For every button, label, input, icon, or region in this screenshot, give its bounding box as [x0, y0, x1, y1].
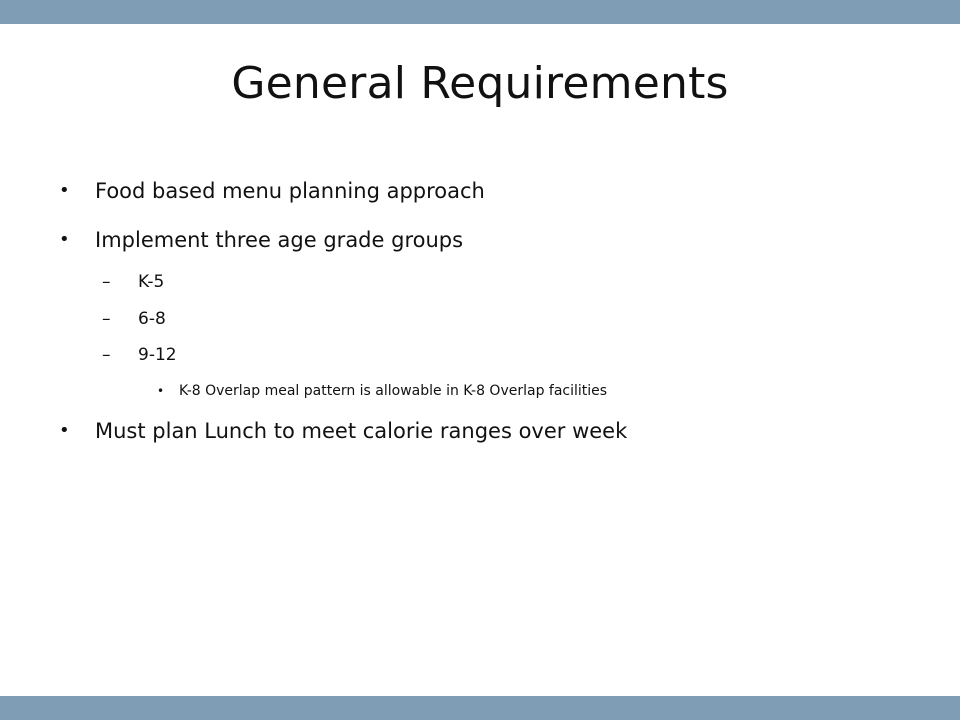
bullet-text: Food based menu planning approach	[95, 179, 485, 203]
sub-bullet-text: 6-8	[138, 309, 166, 329]
dash-icon: –	[102, 272, 111, 292]
dash-icon: –	[102, 309, 111, 329]
bullet-dot-icon: •	[157, 384, 165, 398]
bullet-text: Implement three age grade groups	[95, 228, 464, 252]
bottom-accent-band	[0, 696, 960, 720]
sub-bullet-text: 9-12	[138, 345, 177, 365]
sub-sub-bullet-text: K-8 Overlap meal pattern is allowable in K-8 Overlap facilities	[179, 383, 608, 399]
sub-bullet-text: K-5	[138, 272, 165, 292]
sub-bullet-item	[102, 309, 166, 329]
bullet-text: Must plan Lunch to meet calorie ranges over week	[95, 419, 628, 443]
sub-bullet-item	[102, 345, 177, 365]
bullet-item	[59, 228, 464, 252]
bullet-dot-icon: •	[59, 420, 70, 441]
bullet-dot-icon: •	[59, 229, 70, 250]
sub-sub-bullet-item	[157, 383, 608, 399]
bullet-item	[59, 179, 485, 203]
sub-bullet-item	[102, 272, 165, 292]
bullet-dot-icon: •	[59, 180, 70, 201]
dash-icon: –	[102, 345, 111, 365]
bullet-item	[59, 419, 628, 443]
slide-title: General Requirements	[231, 58, 729, 109]
